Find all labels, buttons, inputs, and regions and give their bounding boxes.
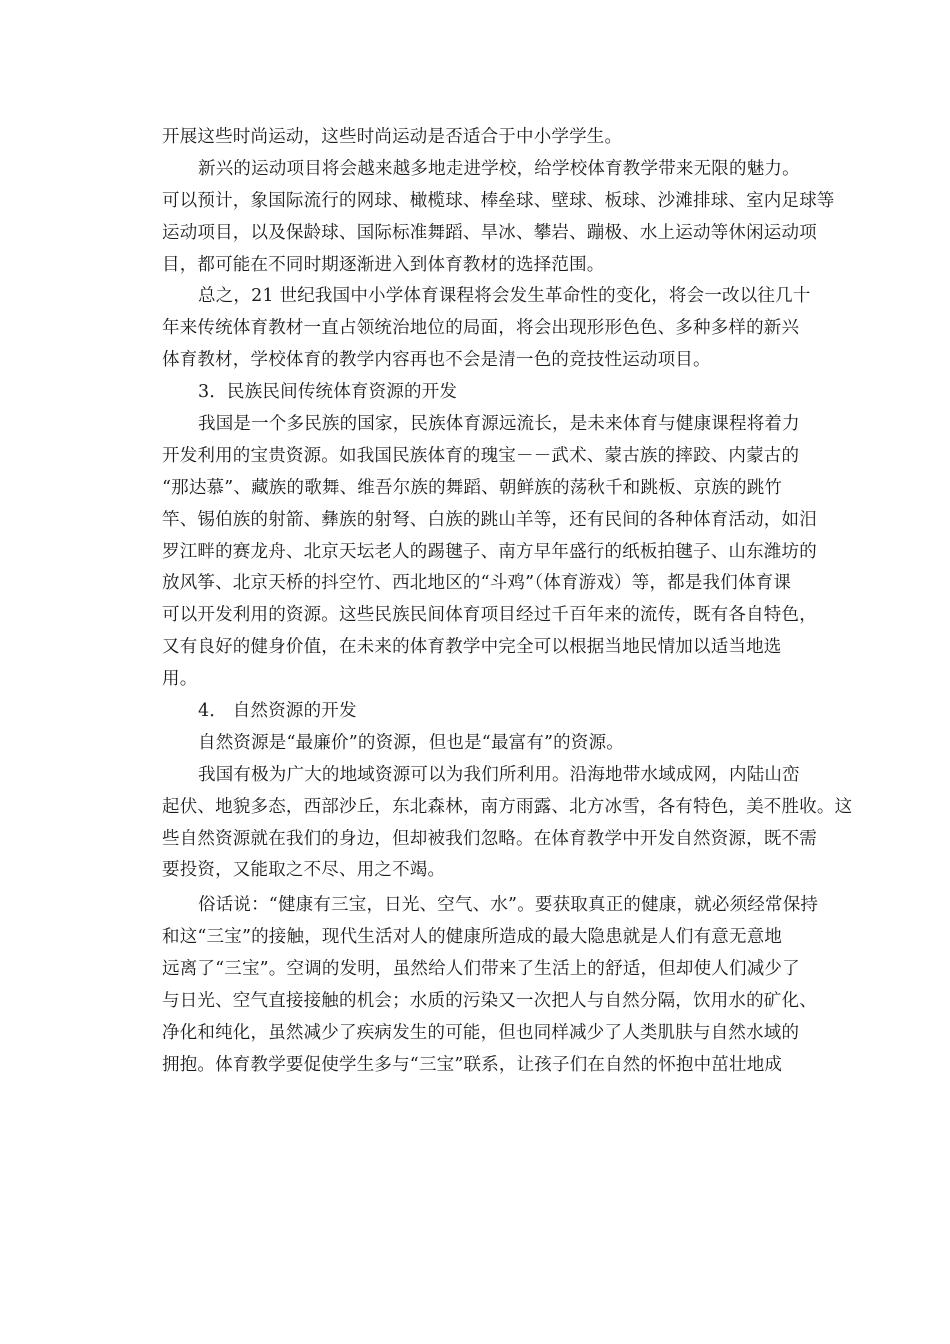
paragraph-4 [162,409,817,696]
text-line: 可以预计，象国际流行的网球、橄榄球、棒垒球、壁球、板球、沙滩排球、室内足球等 [162,190,835,211]
text-line: 远离了“三宝”。空调的发明，虽然给人们带来了生活上的舒适，但却使人们减少了 [162,959,800,980]
text-line: 和这“三宝”的接触，现代生活对人的健康所造成的最大隐患就是人们有意无意地 [162,927,783,948]
text-line: 目，都可能在不同时期逐渐进入到体育教材的选择范围。 [162,254,605,275]
text-line: 起伏、地貌多态，西部沙丘，东北森林，南方雨露、北方冰雪，各有特色，美不胜收。这 [162,796,853,817]
text-line: 拥抱。体育教学要促使学生多与“三宝”联系，让孩子们在自然的怀抱中茁壮地成 [162,1054,783,1075]
text-line: 些自然资源就在我们的身边，但却被我们忽略。在体育教学中开发自然资源，既不需 [162,828,817,849]
text-line: 开发利用的宝贵资源。如我国民族体育的瑰宝－－武术、蒙古族的摔跤、内蒙古的 [162,445,800,466]
paragraph-1 [162,122,796,154]
text-line: 罗江畔的赛龙舟、北京天坛老人的踢毽子、南方早年盛行的纸板拍毽子、山东潍坊的 [162,541,817,562]
text-line: 俗话说：“健康有三宝，日光、空气、水”。要获取真正的健康，就必须经常保持 [198,895,819,916]
paragraph-5 [162,728,796,760]
text-line: 我国是一个多民族的国家，民族体育源远流长，是未来体育与健康课程将着力 [198,414,800,435]
text-line: 又有良好的健身价值，在未来的体育教学中完全可以根据当地民情加以适当地选 [162,637,782,658]
section-heading-3: 3．民族民间传统体育资源的开发 [198,382,458,403]
text-line: 运动项目，以及保龄球、国际标准舞蹈、旱冰、攀岩、蹦极、水上运动等休闲运动项 [162,222,817,243]
text-line: 年来传统体育教材一直占领统治地位的局面，将会出现形形色色、多种多样的新兴 [162,318,800,339]
text-line: 用。 [162,669,198,690]
text-line: 净化和纯化，虽然减少了疾病发生的可能，但也同样减少了人类肌肤与自然水域的 [162,1022,800,1043]
section-heading-4: 4． 自然资源的开发 [198,701,357,722]
text-line: 开展这些时尚运动，这些时尚运动是否适合于中小学学生。 [162,127,623,147]
text-line: 我国有极为广大的地域资源可以为我们所利用。沿海地带水域成网，内陆山峦 [198,764,800,785]
text-line: 要投资，又能取之不尽、用之不竭。 [162,860,446,881]
text-line: 放风筝、北京天桥的抖空竹、西北地区的“斗鸡”（体育游戏）等，都是我们体育课 [162,573,792,594]
text-line: “那达慕”、藏族的歌舞、维吾尔族的舞蹈、朝鲜族的荡秋千和跳板、京族的跳竹 [162,477,783,498]
paragraph-3 [162,281,811,377]
text-line: 体育教材，学校体育的教学内容再也不会是清一色的竞技性运动项目。 [162,350,711,371]
paragraph-2 [162,154,835,282]
paragraph-6 [162,760,853,888]
text-line: 可以开发利用的资源。这些民族民间体育项目经过千百年来的流传，既有各自特色， [162,605,817,626]
text-line: 与日光、空气直接接触的机会；水质的污染又一次把人与自然分隔，饮用水的矿化、 [162,991,817,1012]
paragraph-7 [162,890,819,1081]
text-line: 竿、锡伯族的射箭、彝族的射弩、白族的跳山羊等，还有民间的各种体育活动，如汨 [162,509,817,530]
document-page [162,122,853,1082]
text-line: 自然资源是“最廉价”的资源，但也是“最富有”的资源。 [198,732,624,753]
text-line: 新兴的运动项目将会越来越多地走进学校，给学校体育教学带来无限的魅力。 [198,158,800,179]
text-line: 总之，21 世纪我国中小学体育课程将会发生革命性的变化，将会一改以往几十 [198,286,811,307]
